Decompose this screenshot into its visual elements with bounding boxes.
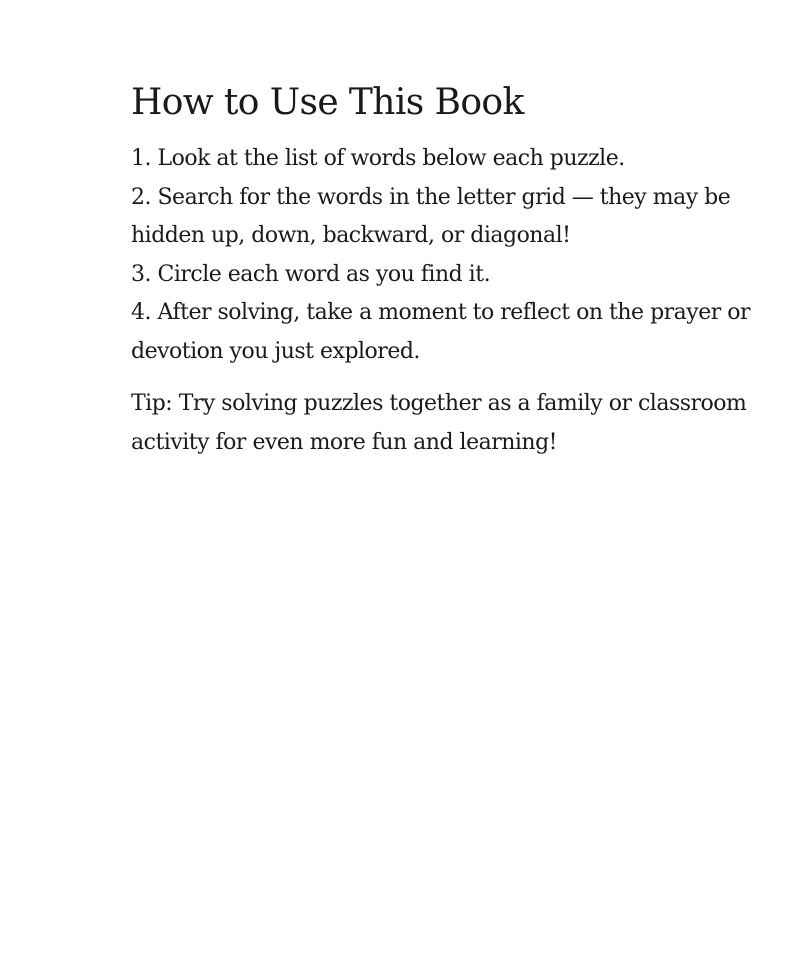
instruction-list — [131, 140, 751, 371]
instruction-item-3: 3. Circle each word as you find it. — [131, 261, 491, 287]
document-page — [131, 80, 751, 462]
tip-paragraph: Tip: Try solving puzzles together as a family or classroom activity for even more fun and learning! — [131, 391, 747, 455]
instruction-item-1: 1. Look at the list of words below each puzzle. — [131, 146, 625, 171]
instruction-item-2: 2. Search for the words in the letter grid — they may be hidden up, down, backward, or diagonal! — [131, 184, 731, 248]
page-title: How to Use This Book — [131, 82, 524, 123]
instruction-item-4: 4. After solving, take a moment to reflect on the prayer or devotion you just explored. — [131, 300, 751, 364]
